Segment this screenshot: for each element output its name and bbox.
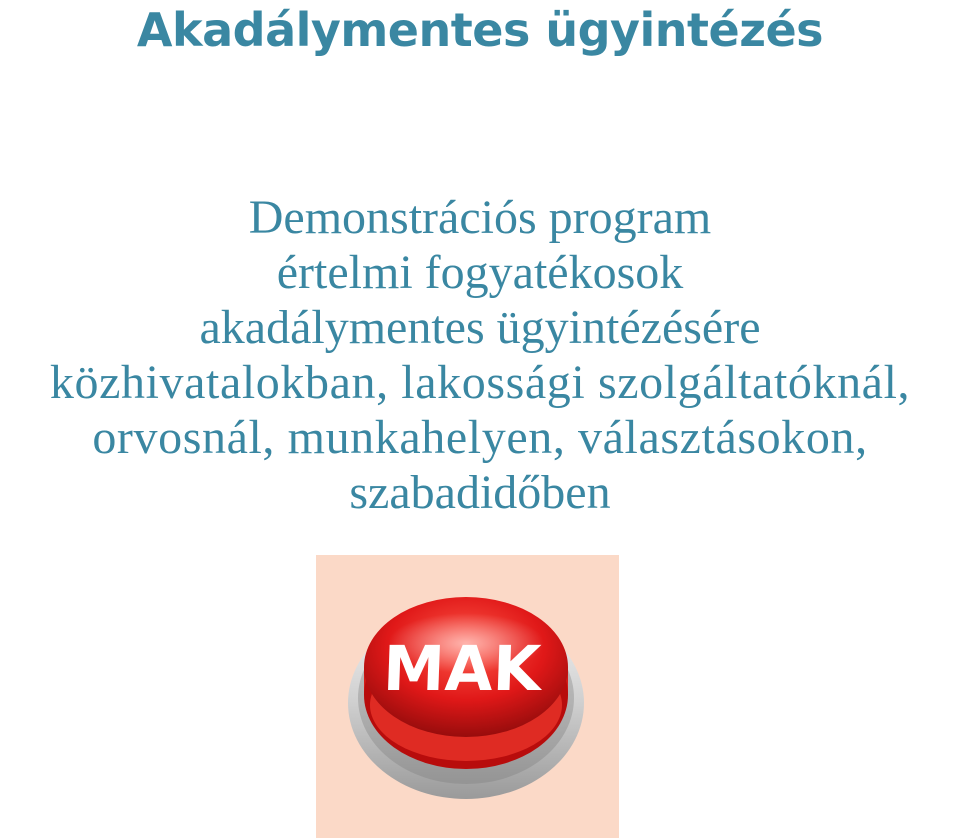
description-line-1: Demonstrációs program (248, 191, 712, 244)
logo-lettering: MAK (381, 632, 543, 705)
description-line-6: szabadidőben (349, 466, 611, 519)
description-line-3: akadálymentes ügyintézésére (199, 301, 761, 354)
description-line-2: értelmi fogyatékosok (276, 246, 684, 299)
description-line-4: közhivatalokban, lakossági szolgáltatóknál, (49, 356, 911, 409)
red-push-button-logo-icon (316, 555, 619, 838)
description-line-5: orvosnál, munkahelyen, választásokon, (92, 411, 868, 464)
program-description (0, 190, 960, 520)
mak-logo-image (316, 555, 619, 838)
page-title: Akadálymentes ügyintézés (136, 3, 824, 57)
